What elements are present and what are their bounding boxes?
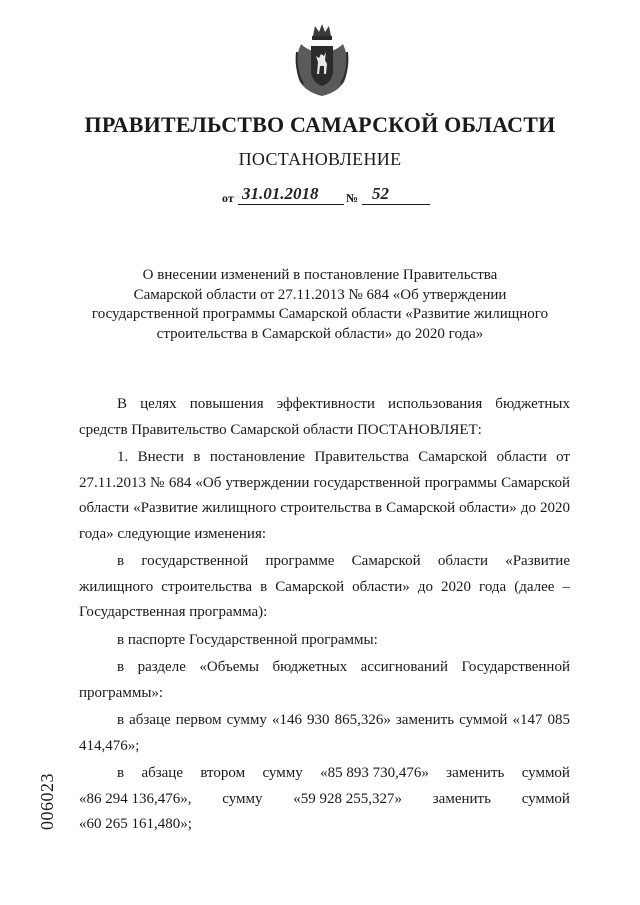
body-paragraph: В целях повышения эффективности использования бюджетных средств Правительство Самарской области ПОСТАНОВЛЯЕТ: — [79, 396, 570, 438]
word: в — [117, 765, 125, 781]
body-line — [79, 761, 570, 787]
body-line: «60 265 161,480»; — [79, 816, 192, 832]
word: сумму — [262, 765, 303, 781]
subject-line: Самарской области от 27.11.2013 № 684 «Об утверждении — [133, 286, 507, 303]
body-paragraph: в разделе «Объемы бюджетных ассигнований Государственной программы»: — [79, 659, 570, 701]
word: «85 893 730,476» — [320, 765, 429, 781]
body-paragraph: в государственной программе Самарской области «Развитие жилищного строительства в Самарской области» до 2020 года (далее – Государственная программа): — [79, 553, 570, 620]
document-subject — [60, 266, 580, 344]
word: суммой — [521, 765, 570, 781]
word: сумму — [222, 790, 263, 807]
body-paragraph: в паспорте Государственной программы: — [117, 631, 378, 648]
word: «59 928 255,327» — [293, 790, 402, 807]
word: втором — [200, 765, 246, 781]
word: «86 294 136,476», — [79, 790, 192, 807]
margin-serial-number: 006023 — [37, 773, 57, 830]
word: абзаце — [141, 765, 183, 781]
date-underline — [238, 204, 344, 205]
body-paragraph: 1. Внести в постановление Правительства Самарской области от 27.11.2013 № 684 «Об утверждении государственной программы Самарской области «Развитие жилищного строительства в Самарской области» до 2020 года» следующие изменения: — [79, 449, 570, 542]
document-date: 31.01.2018 — [242, 184, 319, 203]
word: заменить — [432, 790, 491, 807]
number-label: № — [346, 191, 359, 205]
document-number: 52 — [372, 184, 389, 203]
word: заменить — [446, 765, 505, 781]
subject-line: государственной программы Самарской области «Развитие жилищного — [91, 306, 549, 322]
coat-of-arms-icon — [291, 22, 353, 98]
date-from-label: от — [222, 191, 234, 205]
word: суммой — [521, 790, 570, 807]
subject-line: О внесении изменений в постановление Правительства — [142, 267, 498, 283]
body-line — [79, 787, 570, 813]
government-title: ПРАВИТЕЛЬСТВО САМАРСКОЙ ОБЛАСТИ — [84, 112, 556, 137]
body-paragraph: в абзаце первом сумму «146 930 865,326» заменить суммой «147 085 414,476»; — [79, 712, 570, 754]
document-type: ПОСТАНОВЛЕНИЕ — [238, 149, 402, 169]
subject-line: строительства в Самарской области» до 2020 года» — [156, 325, 484, 342]
document-body — [79, 392, 570, 838]
number-underline — [362, 204, 430, 205]
